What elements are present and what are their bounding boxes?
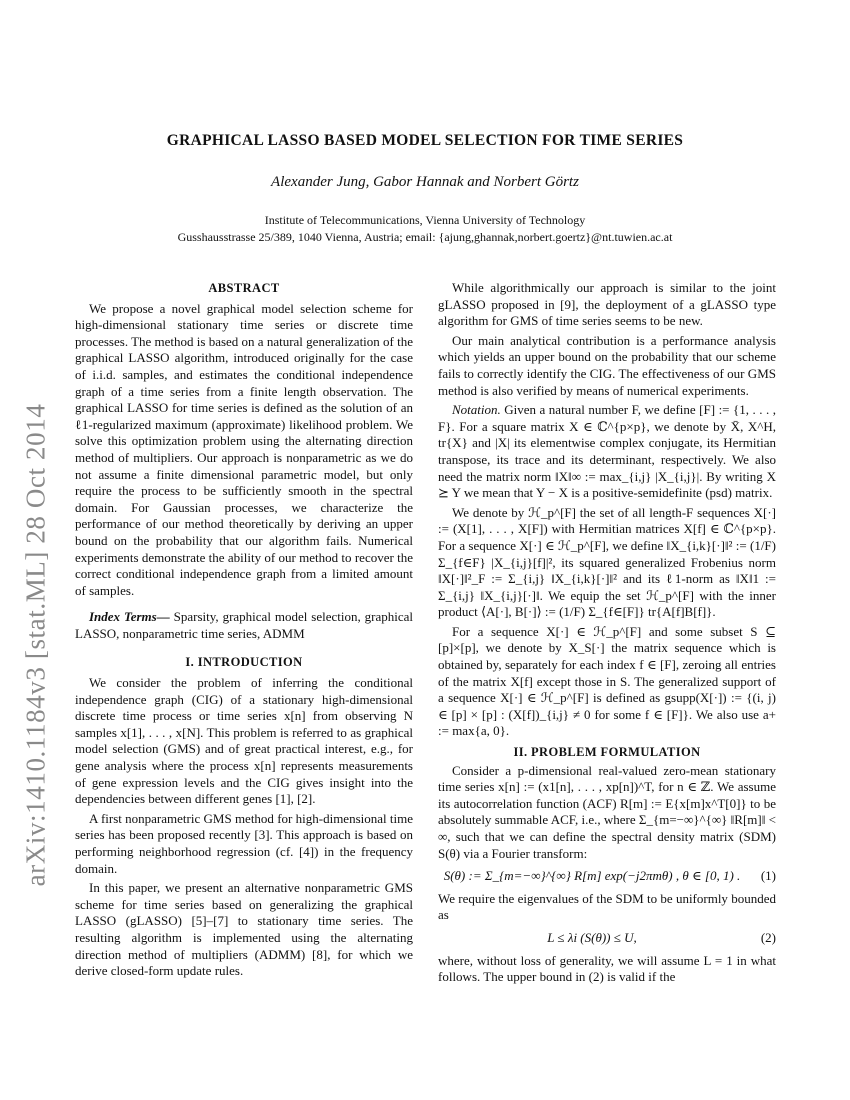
paper-title: GRAPHICAL LASSO BASED MODEL SELECTION FOR TIME SERIES	[166, 132, 684, 149]
problem-paragraph-1: Consider a p-dimensional real-valued zero-mean stationary time series x[n] := (x1[n], . . . , xp[n])^T, for n ∈ ℤ. We assume its autocorrelation function (ACF) R[m] := E{x[m]x^T[0]} to be absolutely summable ACF, i.e., where Σ_{m=−∞}^{∞} ‖R[m]‖ < ∞, such that we can define the spectral density matrix (SDM) S(θ) via a Fourier transform:	[438, 762, 776, 861]
affiliation-line-1: Institute of Telecommunications, Vienna University of Technology	[264, 213, 586, 227]
right-column	[438, 280, 776, 986]
abstract-text: We propose a novel graphical model selection scheme for high-dimensional stationary time series or discrete time processes. The method is based on a natural generalization of the graphical LASSO algorithm, introduced originally for the case of i.i.d. samples, and estimates the conditional independence graph of a time series from a finite length observation. The graphical LASSO for time series is defined as the solution of an ℓ1-regularized maximum (approximate) likelihood problem. We solve this optimization problem using the alternating direction method of multipliers. Our approach is nonparametric as we do not assume a finite dimensional parametric model, but only require the process to be sufficiently smooth in the spectral domain. For Gaussian processes, we characterize the performance of our method theoretically by deriving an upper bound on the probability that our algorithm fails. Numerical experiments demonstrate the ability of our method to recover the correct conditional independence graph from a limited amount of samples.	[75, 300, 414, 598]
notation-paragraph	[438, 402, 776, 502]
equation-1-body: S(θ) := Σ_{m=−∞}^{∞} R[m] exp(−j2πmθ) , θ ∈ [0, 1) .	[443, 868, 741, 884]
affiliation-line-2: Gusshausstrasse 25/389, 1040 Vienna, Austria; email: {ajung,ghannak,norbert.goertz}@nt.tuwien.ac.at	[177, 230, 673, 244]
intro-paragraph-1: We consider the problem of inferring the conditional independence graph (CIG) of a stationary high-dimensional discrete time process or time series x[n] from observing N samples x[1], . . . , x[N]. This problem is referred to as graphical model selection (GMS) and of great practical interest, e.g., for gene analysis where the process x[n] represents measurements of gene expression levels and the CIG gives insight into the dependencies between different genes [1], [2].	[75, 675, 413, 807]
equation-2-body: L ≤ λi (S(θ)) ≤ U,	[547, 929, 637, 945]
arxiv-identifier-text: arXiv:1410.1184v3 [stat.ML] 28 Oct 2014	[20, 403, 51, 887]
affiliation	[75, 212, 775, 246]
right-paragraph-2: Our main analytical contribution is a performance analysis which yields an upper bound on the probability that our scheme fails to correctly identify the CIG. The effectiveness of our GMS method is also verified by means of numerical experiments.	[438, 332, 776, 398]
equation-2	[438, 930, 776, 947]
equation-2-number: (2)	[760, 929, 776, 945]
problem-formulation-heading: II. PROBLEM FORMULATION	[513, 745, 701, 760]
arxiv-identifier	[0, 0, 60, 1100]
intro-paragraph-2: A first nonparametric GMS method for high-dimensional time series has been proposed recently [3]. This approach is based on performing neighborhood regression (cf. [4]) in the frequency domain.	[75, 810, 413, 876]
index-terms-label: Index Terms—	[89, 609, 170, 625]
right-paragraph-1: While algorithmically our approach is similar to the joint gLASSO proposed in [9], the deployment of a gLASSO type algorithm for GMS of time series seems to be new.	[438, 280, 776, 329]
paper-authors: Alexander Jung, Gabor Hannak and Norbert Görtz	[271, 174, 579, 190]
right-paragraph-5: For a sequence X[·] ∈ ℋ_p^[F] and some subset S ⊆ [p]×[p], we denote by X_S[·] the matrix sequence which is obtained by, separately for each index f ∈ [F], zeroing all entries of the matrix X[f] except those in S. The generalized support of a sequence X[·] ∈ ℋ_p^[F] is defined as gsupp(X[·]) := {(i, j) ∈ [p] × [p] : (X[f])_{i,j} ≠ 0 for some f ∈ [F]}. We also use a+ := max{a, 0}.	[438, 623, 776, 739]
equation-1-number: (1)	[760, 868, 776, 884]
problem-formulation-section	[438, 744, 776, 986]
introduction-heading: I. INTRODUCTION	[185, 655, 303, 670]
notation-label: Notation.	[452, 402, 501, 418]
index-terms-text: Sparsity, graphical model selection, graphical LASSO, nonparametric time series, ADMM	[75, 609, 413, 641]
introduction-section	[75, 654, 413, 979]
intro-paragraph-3: In this paper, we present an alternative nonparametric GMS scheme for time series based on generalizing the graphical LASSO (gLASSO) [5]–[7] to stationary time series. The resulting algorithm is implemented using the alternating direction method of multipliers (ADMM) [8], for which we derive closed-form update rules.	[75, 880, 413, 979]
index-terms	[75, 609, 413, 642]
problem-paragraph-3: where, without loss of generality, we will assume L = 1 in what follows. The upper bound in (2) is valid if the	[438, 952, 776, 985]
right-paragraph-4: We denote by ℋ_p^[F] the set of all length-F sequences X[·] := (X[1], . . . , X[F]) with Hermitian matrices X[f] ∈ ℂ^{p×p}. For a sequence X[·] ∈ ℋ_p^[F], we define ‖X_{i,k}[·]‖² := (1/F) Σ_{f∈F} |X_{i,j}[f]|², its squared generalized Frobenius norm ‖X[·]‖²_F := Σ_{i,j} ‖X_{i,k}[·]‖² and its ℓ1-norm as ‖X‖1 := Σ_{i,j} ‖X_{i,j}[·]‖. We equip the set ℋ_p^[F] with the inner product ⟨A[·], B[·]⟩ := (1/F) Σ_{f∈[F]} tr{A[f]B[f]}.	[438, 504, 776, 620]
equation-1	[438, 868, 776, 885]
left-column	[75, 280, 413, 980]
notation-text: Given a natural number F, we define [F] := {1, . . . , F}. For a square matrix X ∈ ℂ^{p×p}, we denote by X̄, X^H, tr{X} and |X| its elementwise complex conjugate, its Hermitian transpose, its trace and its determinant, respectively. We also need the matrix norm ‖X‖∞ := max_{i,j} |X_{i,j}|. By writing X ⪰ Y we mean that Y − X is a positive-semidefinite (psd) matrix.	[438, 402, 776, 501]
abstract-heading: ABSTRACT	[208, 281, 280, 295]
problem-paragraph-2: We require the eigenvalues of the SDM to be uniformly bounded as	[438, 890, 776, 923]
